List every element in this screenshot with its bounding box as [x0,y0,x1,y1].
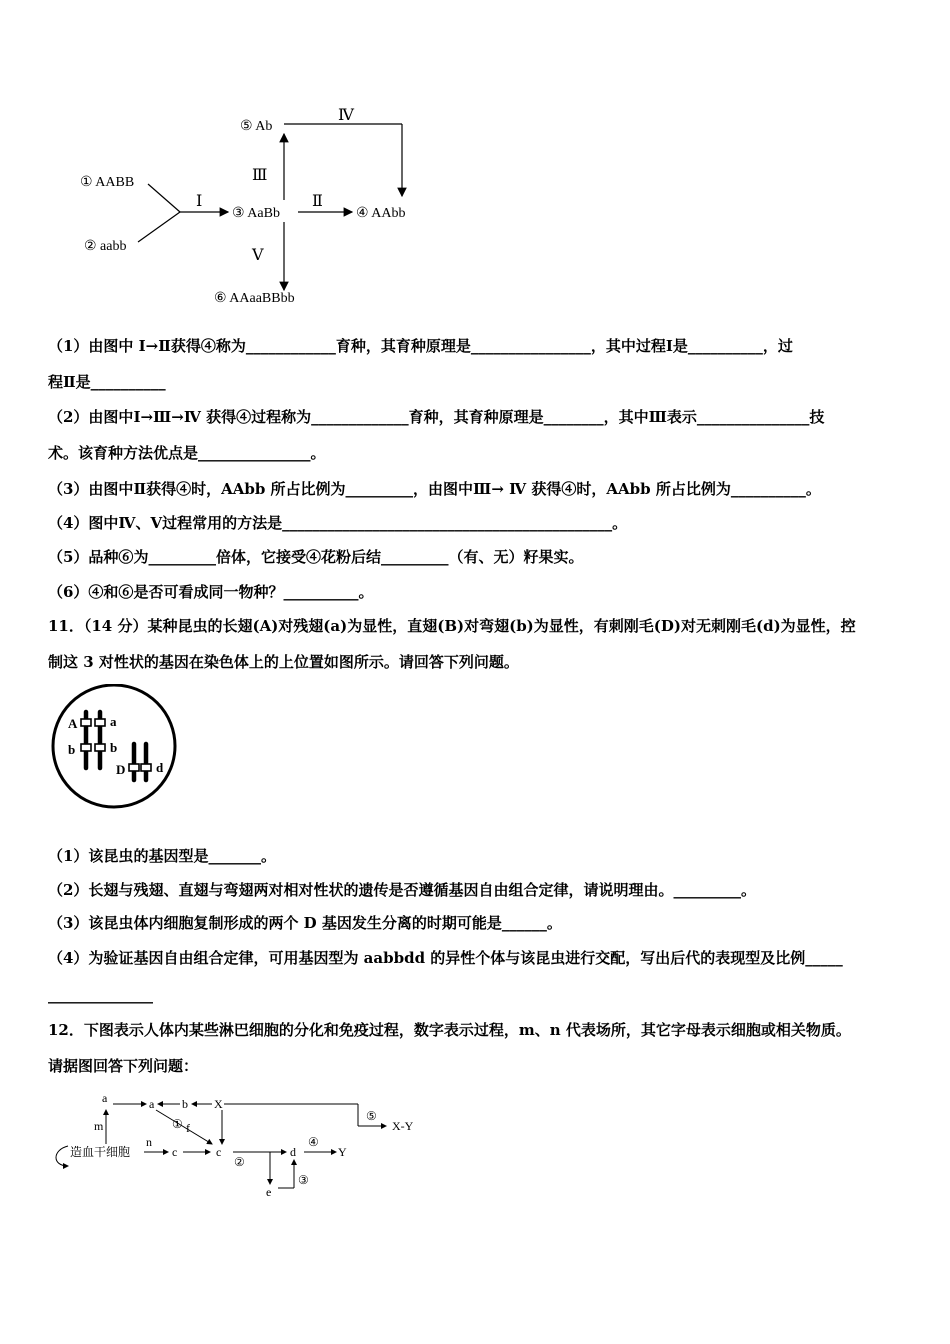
cell-c-right-label: c [216,1145,222,1159]
node-4-label: ④ AAbb [356,206,406,221]
process-4-marker: ④ [308,1135,319,1149]
gene-b-left-label: b [68,742,76,757]
process-1-marker: ① [172,1117,183,1131]
process-3-marker: ③ [298,1173,309,1187]
gene-b-right-label: b [110,740,118,755]
q11-line-1: （1）该昆虫的基因型是_______。 [48,847,276,865]
cell-b-label: b [182,1097,188,1111]
complex-xy-label: X-Y [392,1119,414,1133]
process-3-label: Ⅲ [252,167,268,184]
gene-a-label: a [110,714,117,729]
q10-line-8: （6）④和⑥是否可看成同一物种？__________。 [48,583,374,601]
process-4-label: Ⅳ [338,107,354,124]
node-1-label: ① AABB [80,175,135,190]
stem-cell-label: 造血干细胞 [70,1145,131,1159]
chromosome-diagram [48,684,182,810]
process-2-label: Ⅱ [312,193,323,210]
process-2-marker: ② [234,1155,245,1169]
cell-d-label: d [290,1145,296,1159]
antigen-x-label: X [214,1097,223,1111]
q10-line-3: （2）由图中Ⅰ→Ⅲ→Ⅳ 获得④过程称为_____________育种，其育种原理是________，其中Ⅲ表示_______________技 [48,408,825,426]
q10-line-4: 术。该育种方法优点是_______________。 [48,444,326,462]
cell-c-left-label: c [172,1145,178,1159]
gene-A-label: A [68,716,78,731]
q12-heading-2: 请据图回答下列问题： [48,1057,199,1075]
q12-heading-1: 12．下图表示人体内某些淋巴细胞的分化和免疫过程，数字表示过程，m、n 代表场所，其它字母表示细胞或相关物质。 [48,1021,851,1039]
q10-line-1: （1）由图中 Ⅰ→Ⅱ获得④称为____________育种，其育种原理是________________，其中过程Ⅰ是__________，过 [48,337,793,355]
node-2-label: ② aabb [84,239,127,254]
site-m-label: m [94,1119,104,1133]
q10-line-6: （4）图中Ⅳ、Ⅴ过程常用的方法是____________________________________________。 [48,514,628,532]
q10-line-7: （5）品种⑥为_________倍体，它接受④花粉后结_________（有、无）籽果实。 [48,548,584,566]
node-6-label: ⑥ AAaaBBbb [214,291,295,306]
gene-d-label: d [156,760,164,775]
cell-a-label: a [149,1097,155,1111]
q11-line-3: （3）该昆虫体内细胞复制形成的两个 D 基因发生分离的时期可能是______。 [48,914,562,932]
q10-line-5: （3）由图中Ⅱ获得④时，AAbb 所占比例为_________，由图中Ⅲ→ Ⅳ 获得④时，AAbb 所占比例为__________。 [48,480,821,498]
q11-line-2: （2）长翅与残翅、直翅与弯翅两对相对性状的遗传是否遵循基因自由组合定律，请说明理由。_________。 [48,881,756,899]
q11-line-4: （4）为验证基因自由组合定律，可用基因型为 aabbdd 的异性个体与该昆虫进行交配，写出后代的表现型及比例_____ [48,949,843,967]
site-n-label: n [146,1135,152,1149]
immune-process-diagram [50,1088,430,1200]
cell-a-top-label: a [102,1091,108,1105]
q11-heading-2: 制这 3 对性状的基因在染色体上的上位置如图所示。请回答下列问题。 [48,653,519,671]
node-3-label: ③ AaBb [232,206,280,221]
process-1-label: Ⅰ [196,193,203,210]
q10-line-2: 程Ⅱ是__________ [48,373,166,391]
substance-f-label: f [186,1121,190,1135]
q11-heading-1: 11．（14 分）某种昆虫的长翅(A)对残翅(a)为显性，直翅(B)对弯翅(b)为显性，有刺刚毛(D)对无刺刚毛(d)为显性，控 [48,617,856,635]
process-5-marker: ⑤ [366,1109,377,1123]
q11-line-5: ______________ [48,986,153,1004]
process-5-label: Ⅴ [252,247,264,264]
node-5-label: ⑤ Ab [240,119,273,134]
substance-y-label: Y [338,1145,347,1159]
cell-e-label: e [266,1185,272,1199]
breeding-diagram [60,100,440,315]
gene-D-label: D [116,762,126,777]
